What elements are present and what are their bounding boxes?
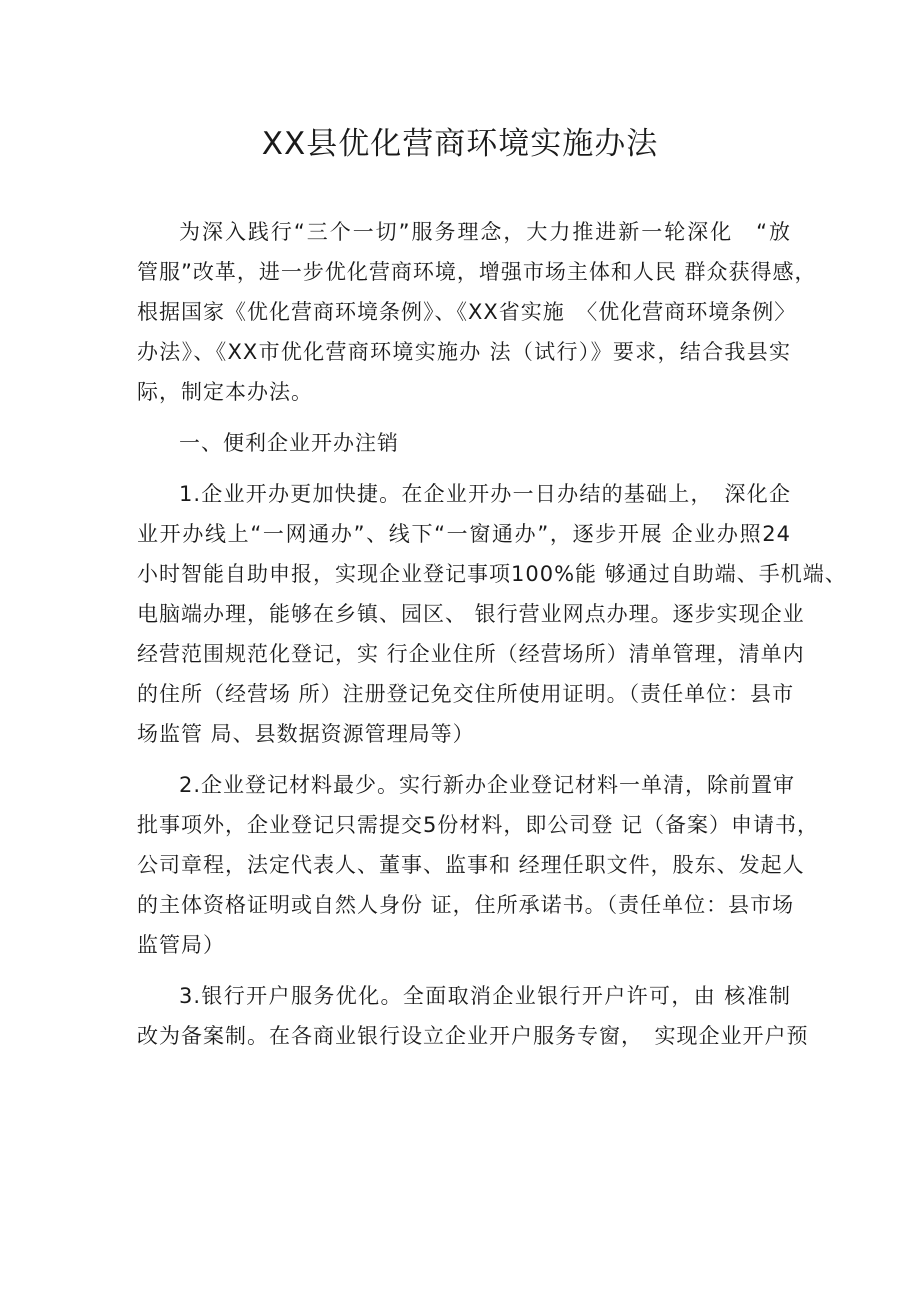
text-line: 根据国家《优化营商环境条例》、《XX省实施 〈优化营商环境条例〉 <box>137 300 797 324</box>
paragraph-intro <box>137 212 817 412</box>
text-line: 2.企业登记材料最少。实行新办企业登记材料一单清，除前置审 <box>179 773 796 797</box>
text-line: 的住所（经营场 所）注册登记免交住所使用证明。（责任单位：县市 <box>137 682 795 706</box>
text-line: 经营范围规范化登记，实 行企业住所（经营场所）清单管理，清单内 <box>137 642 805 666</box>
text-line: 公司章程，法定代表人、董事、监事和 经理任职文件，股东、发起人 <box>137 853 805 877</box>
text-line: 电脑端办理，能够在乡镇、园区、 银行营业网点办理。逐步实现企业 <box>137 602 805 626</box>
section-heading <box>137 423 791 463</box>
text-line: 改为备案制。在各商业银行设立企业开户服务专窗， 实现企业开户预 <box>137 1024 809 1048</box>
text-line: 管服”改革，进一步优化营商环境，增强市场主体和人民 群众获得感， <box>137 260 817 284</box>
section-heading-text: 一、便利企业开办注销 <box>179 431 399 455</box>
text-line: 监管局） <box>137 933 225 957</box>
document-body <box>137 212 847 1067</box>
text-line: 办法》、《XX市优化营商环境实施办 法（试行）》要求，结合我县实 <box>137 340 791 364</box>
document-title: XX县优化营商环境实施办法 <box>261 126 659 162</box>
text-line: 业开办线上“一网通办”、线下“一窗通办”，逐步开展 企业办照24 <box>137 522 791 546</box>
paragraph-item-1 <box>137 474 847 754</box>
text-line: 场监管 局、县数据资源管理局等） <box>137 722 475 746</box>
text-line: 批事项外，企业登记只需提交5份材料，即公司登 记（备案）申请书， <box>137 813 820 837</box>
paragraph-item-2 <box>137 765 820 965</box>
text-line: 的主体资格证明或自然人身份 证，住所承诺书。（责任单位：县市场 <box>137 893 795 917</box>
text-line: 1.企业开办更加快捷。在企业开办一日办结的基础上， 深化企 <box>179 482 791 506</box>
text-line: 3.银行开户服务优化。全面取消企业银行开户许可，由 核准制 <box>179 984 791 1008</box>
paragraph-item-3 <box>137 976 809 1056</box>
text-line: 小时智能自助申报，实现企业登记事项100%能 够通过自助端、手机端、 <box>137 562 847 586</box>
text-line: 为深入践行“三个一切”服务理念，大力推进新一轮深化 “放 <box>179 220 791 244</box>
text-line: 际，制定本办法。 <box>137 380 313 404</box>
